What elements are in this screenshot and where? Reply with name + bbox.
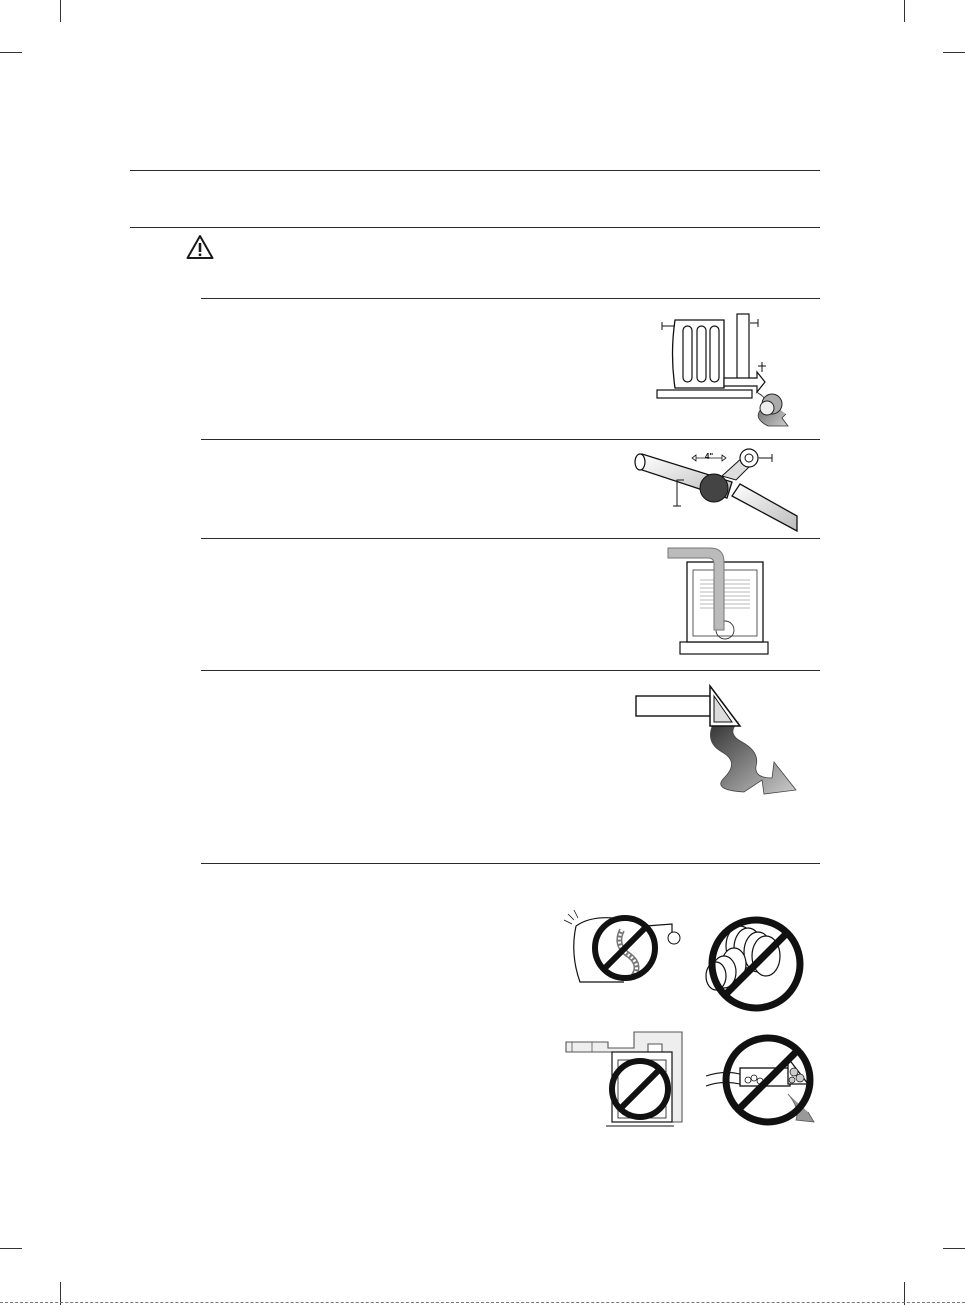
crop-mark xyxy=(0,1248,22,1249)
header-bottom-rule xyxy=(130,227,820,228)
section-rule xyxy=(201,670,820,671)
crushed-duct-prohibited-icon xyxy=(562,906,690,988)
crop-mark xyxy=(943,1248,965,1249)
duct-joint-tape-icon xyxy=(632,446,822,536)
caution-triangle-icon xyxy=(186,234,214,260)
long-duct-prohibited-icon xyxy=(562,1028,692,1130)
crop-mark xyxy=(60,0,61,22)
crop-mark xyxy=(0,52,22,53)
crop-mark xyxy=(904,0,905,22)
crop-mark xyxy=(943,52,965,53)
dimension-label: 4" xyxy=(704,452,714,461)
header-top-rule xyxy=(130,170,820,171)
foil-duct-prohibited-icon xyxy=(700,912,810,1012)
trim-line xyxy=(0,1302,965,1303)
dryer-back-vent-route-icon xyxy=(660,544,775,659)
clogged-hood-prohibited-icon xyxy=(704,1028,826,1132)
section-rule xyxy=(201,538,820,539)
section-rule xyxy=(201,863,820,864)
dryer-side-vent-diagram-icon xyxy=(640,308,820,433)
section-rule xyxy=(201,298,820,299)
section-rule xyxy=(201,439,820,440)
exhaust-hood-airflow-icon xyxy=(634,682,804,822)
